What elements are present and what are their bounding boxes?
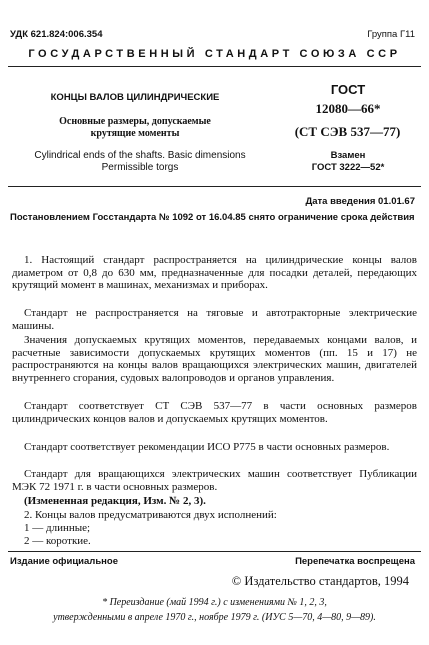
paragraph-1: 1. Настоящий стандарт распространяется на цилиндрические концы валов диаметром от 0,8 до 630 мм, предназначенные для посадки деталей, передающих крутящий момент в машинах, механизмах и приборах. <box>12 254 417 291</box>
decree-note: Постановлением Госстандарта № 1092 от 16.04.85 снято ограничение срока действия <box>10 212 415 223</box>
footnote-line-2: утвержденными в апреле 1970 г., ноябре 1979 г. (ИУС 5—70, 4—80, 9—89). <box>53 612 376 623</box>
standard-subtitle-ru: Основные размеры, допускаемые крутящие моменты <box>59 116 211 139</box>
gost-label: ГОСТ <box>330 82 366 97</box>
list-item-short: 2 — короткие. <box>24 535 91 547</box>
paragraph-5: Стандарт соответствует рекомендации ИСО Р775 в части основных размеров. <box>24 441 390 453</box>
standard-title-ru: КОНЦЫ ВАЛОВ ЦИЛИНДРИЧЕСКИЕ <box>50 92 220 103</box>
footer-rule <box>8 551 421 552</box>
paragraph-6: Стандарт для вращающихся электрических машин соответствует Публикации МЭК 72 1971 г. в части основных размеров. <box>12 468 417 493</box>
state-standard-banner: ГОСУДАРСТВЕННЫЙ СТАНДАРТ СОЮЗА ССР <box>28 48 401 60</box>
paragraph-2: Стандарт не распространяется на тяговые и автотракторные электрические машины. <box>12 307 417 332</box>
st-sev-number: (СТ СЭВ 537—77) <box>294 124 401 139</box>
udk-code: УДК 621.824:006.354 <box>10 29 103 40</box>
group-code: Группа Г11 <box>367 29 415 40</box>
replaces-value: ГОСТ 3222—52* <box>311 162 385 173</box>
header-rule <box>8 66 421 67</box>
paragraph-7: 2. Концы валов предусматриваются двух исполнений: <box>24 509 277 521</box>
official-edition: Издание официальное <box>10 556 118 567</box>
introduction-date: Дата введения 01.01.67 <box>305 196 415 207</box>
title-rule <box>8 186 421 187</box>
paragraph-4: Стандарт соответствует СТ СЭВ 537—77 в части основных размеров цилиндрических концов валов и допускаемых крутящих моментов. <box>12 400 417 425</box>
gost-number: 12080—66* <box>315 101 381 116</box>
amendment-note: (Измененная редакция, Изм. № 2, 3). <box>24 495 206 507</box>
list-item-long: 1 — длинные; <box>24 522 91 534</box>
standard-title-en: Cylindrical ends of the shafts. Basic dimensions Permissible torgs <box>34 150 246 173</box>
copyright-line: © Издательство стандартов, 1994 <box>231 574 409 588</box>
replaces-label: Взамен <box>330 150 366 161</box>
footnote-line-1: * Переиздание (май 1994 г.) с изменениями № 1, 2, 3, <box>102 597 327 608</box>
reprint-prohibited: Перепечатка воспрещена <box>295 556 415 567</box>
paragraph-3: Значения допускаемых крутящих моментов, передаваемых концами валов, и расчетные зависимости допускаемых крутящих моментов (пп. 15 и 17) не распространяются на концы валов вращающихся электрических машин, двигателей внутреннего сгорания, судовых валопроводов и органов управления. <box>12 334 417 384</box>
